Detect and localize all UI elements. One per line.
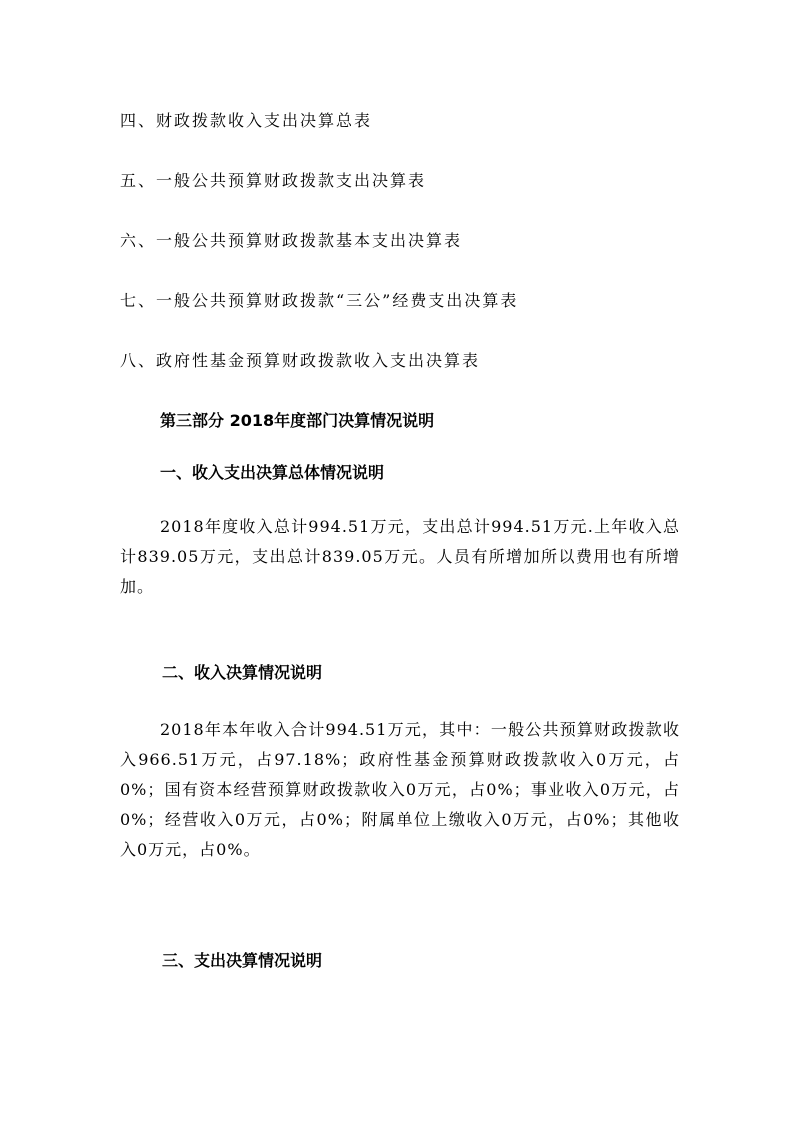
toc-item-5: 五、一般公共预算财政拨款支出决算表 (120, 171, 427, 190)
toc-item-4: 四、财政拨款收入支出决算总表 (120, 111, 373, 130)
part-title: 第三部分 2018年度部门决算情况说明 (160, 411, 435, 430)
toc-item-7: 七、一般公共预算财政拨款“三公”经费支出决算表 (120, 291, 519, 310)
section-heading-1: 一、收入支出决算总体情况说明 (160, 463, 385, 482)
toc-item-6: 六、一般公共预算财政拨款基本支出决算表 (120, 231, 463, 250)
section-heading-2: 二、收入决算情况说明 (162, 663, 323, 682)
section-heading-3: 三、支出决算情况说明 (162, 951, 323, 970)
section-paragraph-1: 2018年度收入总计994.51万元，支出总计994.51万元.上年收入总计839.05万元，支出总计839.05万元。人员有所增加所以费用也有所增加。 (120, 517, 680, 596)
toc-item-8: 八、政府性基金预算财政拨款收入支出决算表 (120, 351, 481, 370)
section-paragraph-2: 2018年本年收入合计994.51万元，其中：一般公共预算财政拨款收入966.51万元，占97.18%；政府性基金预算财政拨款收入0万元，占0%；国有资本经营预算财政拨款收入0万元，占0%；事业收入0万元，占0%；经营收入0万元，占0%；附属单位上缴收入0万元，占0%；其他收入0万元，占0%。 (120, 720, 680, 859)
